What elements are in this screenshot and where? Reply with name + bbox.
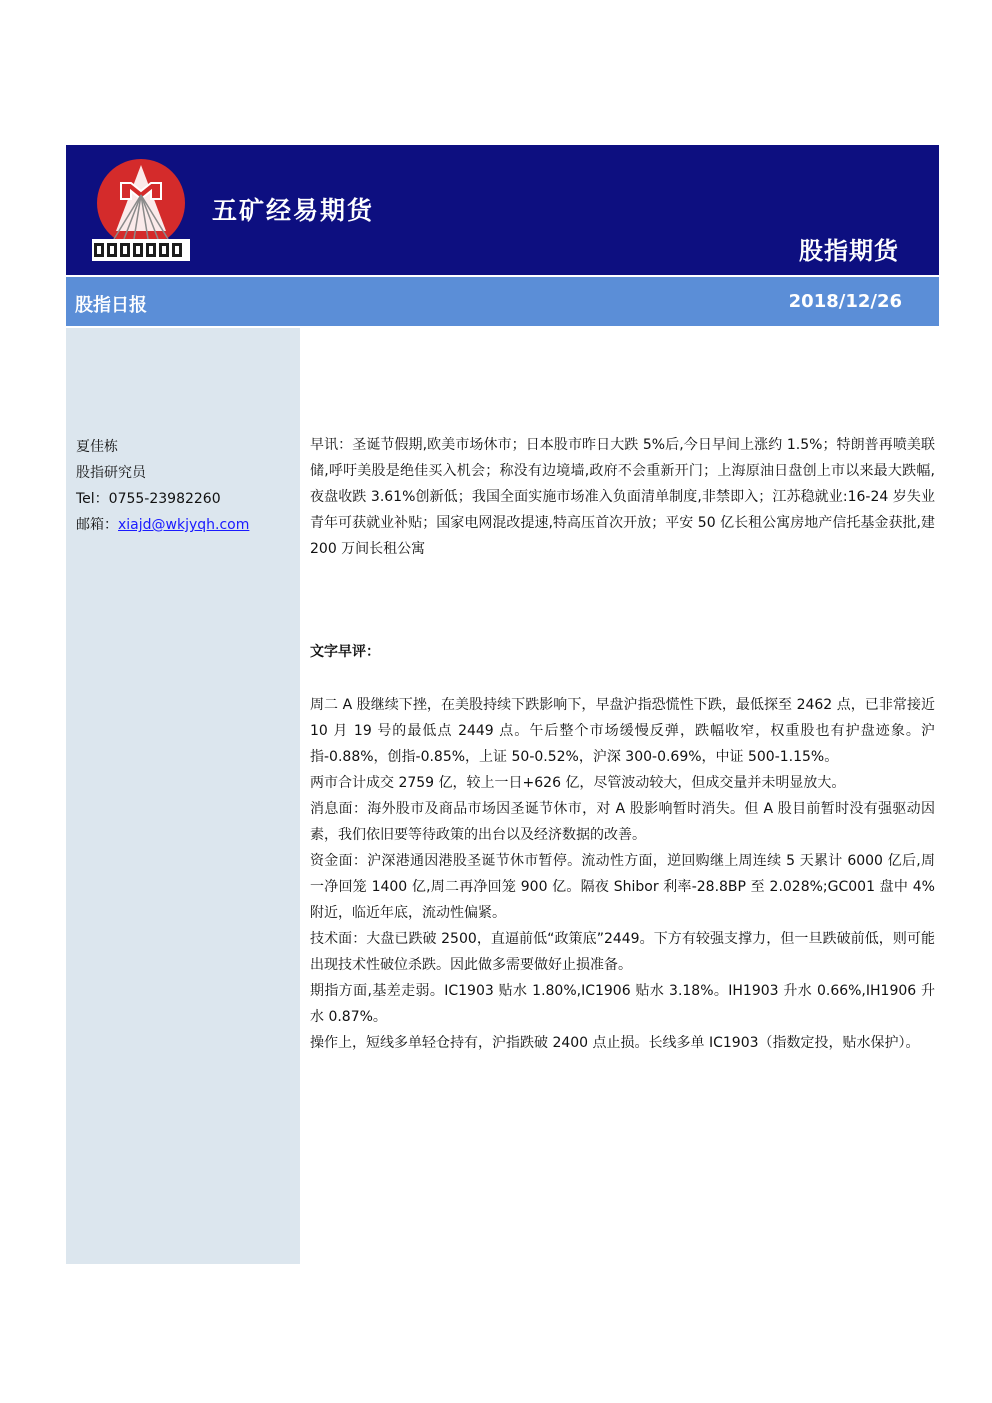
commentary-paragraph: 资金面：沪深港通因港股圣诞节休市暂停。流动性方面，逆回购继上周连续 5 天累计 6000 亿后,周一净回笼 1400 亿,周二再净回笼 900 亿。隔夜 Shibor 利率-28.8BP 至 2.028%;GC001 盘中 4%附近，临近年底，流动性偏紧。 <box>310 853 935 921</box>
commentary-body <box>310 692 935 1056</box>
product-title: 股指期货 <box>799 237 899 265</box>
author-tel: Tel：0755-23982260 <box>76 491 221 507</box>
author-title: 股指研究员 <box>76 465 146 481</box>
company-name: 五矿经易期货 <box>212 196 375 225</box>
commentary-paragraph: 技术面：大盘已跌破 2500，直逼前低“政策底”2449。下方有较强支撑力，但一旦跌破前低，则可能出现技术性破位杀跌。因此做多需要做好止损准备。 <box>310 931 935 973</box>
report-name: 股指日报 <box>75 295 147 316</box>
commentary-title: 文字早评： <box>310 644 380 660</box>
author-sidebar <box>66 328 300 1264</box>
report-header <box>66 145 939 275</box>
report-date: 2018/12/26 <box>788 291 902 312</box>
minmetals-logo <box>88 155 194 265</box>
commentary-paragraph: 两市合计成交 2759 亿，较上一日+626 亿，尽管波动较大，但成交量并未明显放大。 <box>310 775 846 791</box>
commentary-paragraph: 操作上，短线多单轻仓持有，沪指跌破 2400 点止损。长线多单 IC1903（指数定投，贴水保护）。 <box>310 1035 920 1051</box>
news-block <box>310 432 935 562</box>
author-email-row <box>76 512 249 538</box>
commentary-paragraph: 期指方面,基差走弱。IC1903 贴水 1.80%,IC1906 贴水 3.18%。IH1903 升水 0.66%,IH1906 升水 0.87%。 <box>310 983 935 1025</box>
commentary-paragraph: 消息面：海外股市及商品市场因圣诞节休市，对 A 股影响暂时消失。但 A 股目前暂时没有强驱动因素，我们依旧要等待政策的出台以及经济数据的改善。 <box>310 801 935 843</box>
author-info <box>76 434 249 538</box>
commentary-paragraph: 周二 A 股继续下挫，在美股持续下跌影响下，早盘沪指恐慌性下跌，最低探至 2462 点，已非常接近 10 月 19 号的最低点 2449 点。午后整个市场缓慢反弹，跌幅收窄，权重股也有护盘迹象。沪指-0.88%，创指-0.85%，上证 50-0.52%，沪深 300-0.69%，中证 500-1.15%。 <box>310 697 935 765</box>
morning-news: 早讯：圣诞节假期,欧美市场休市；日本股市昨日大跌 5%后,今日早间上涨约 1.5%；特朗普再喷美联储,呼吁美股是绝佳买入机会；称没有边境墙,政府不会重新开门；上海原油日盘创上市以来最大跌幅,夜盘收跌 3.61%创新低；我国全面实施市场准入负面清单制度,非禁即入；江苏稳就业:16-24 岁失业青年可获就业补贴；国家电网混改提速,特高压首次开放；平安 50 亿长租公寓房地产信托基金获批,建 200 万间长租公寓 <box>310 437 935 557</box>
email-label: 邮箱： <box>76 517 118 533</box>
report-subheader <box>66 277 939 326</box>
author-name: 夏佳栋 <box>76 439 118 455</box>
email-link[interactable]: xiajd@wkjyqh.com <box>118 517 250 533</box>
